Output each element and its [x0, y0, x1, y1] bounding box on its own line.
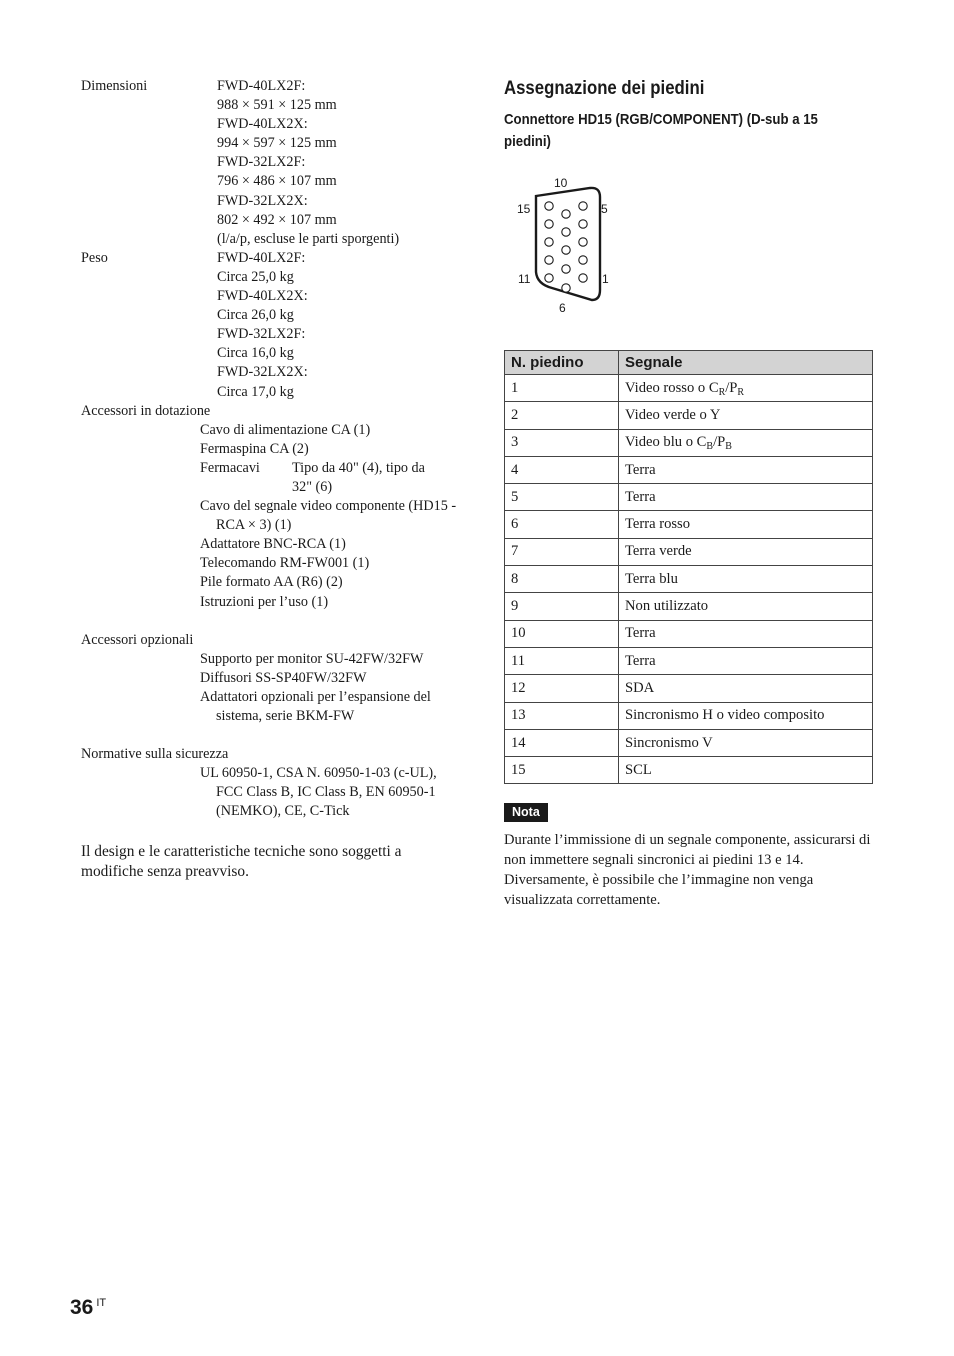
pin-label-10: 10	[554, 176, 568, 190]
pin-signal: Sincronismo H o video composito	[619, 702, 873, 729]
pin-number: 6	[505, 511, 619, 538]
accessory-item: Pile formato AA (R6) (2)	[200, 574, 343, 591]
pin-number: 15	[505, 757, 619, 784]
pin-label-5: 5	[601, 202, 608, 216]
spec-value: Circa 25,0 kg	[217, 268, 294, 285]
section-title: Assegnazione dei piedini	[504, 77, 705, 99]
fermacavi-value: Tipo da 40" (4), tipo da	[292, 459, 425, 476]
section-subtitle: Connettore HD15 (RGB/COMPONENT) (D-sub a 15 piedini)	[504, 111, 818, 150]
column-header-signal: Segnale	[619, 351, 873, 375]
pin-signal: Video verde o Y	[619, 402, 873, 429]
pin-signal: Sincronismo V	[619, 729, 873, 756]
spec-label: Accessori in dotazione	[81, 402, 211, 419]
pin-signal: Terra	[619, 620, 873, 647]
pin-signal: Video rosso o $C_R/P_R$	[619, 375, 873, 402]
page-footer	[70, 1296, 106, 1320]
spec-label: Dimensioni	[81, 78, 148, 94]
pin-number: 4	[505, 456, 619, 483]
pin-signal: Terra verde	[619, 538, 873, 565]
spec-value: FWD-32LX2F:	[217, 154, 306, 171]
pin-number: 9	[505, 593, 619, 620]
note-badge: Nota	[504, 803, 548, 822]
page-number: 36	[70, 1296, 94, 1319]
pin-signal: Video blu o $C_B/P_B$	[619, 429, 873, 456]
spec-value: FWD-32LX2X:	[217, 192, 308, 209]
hd15-connector-diagram	[512, 172, 622, 322]
table-row	[505, 375, 873, 402]
pin-label-6: 6	[559, 301, 566, 315]
accessory-item: Cavo del segnale video componente (HD15 - RCA × 3) (1)	[200, 498, 457, 534]
table-row	[505, 511, 873, 538]
spec-optional	[81, 631, 461, 726]
table-row	[505, 757, 873, 784]
accessory-item: Cavo di alimentazione CA (1)	[200, 421, 371, 438]
pin-number: 3	[505, 429, 619, 456]
pin-signal: Terra blu	[619, 566, 873, 593]
pin-number: 10	[505, 620, 619, 647]
pin-signal: Terra	[619, 456, 873, 483]
pin-assignment-table	[504, 350, 873, 784]
spec-dimensions	[81, 77, 461, 249]
pin-label-1: 1	[602, 272, 609, 286]
spec-value: FWD-40LX2F:	[217, 78, 306, 94]
pin-signal: SCL	[619, 757, 873, 784]
spec-value: Circa 16,0 kg	[217, 345, 294, 362]
spec-value: (l/a/p, escluse le parti sporgenti)	[217, 230, 400, 247]
pin-label-11: 11	[518, 272, 531, 286]
accessory-item: Telecomando RM-FW001 (1)	[200, 555, 370, 572]
spec-value: FWD-40LX2X:	[217, 116, 308, 133]
table-row	[505, 402, 873, 429]
spec-value: FWD-32LX2X:	[217, 364, 308, 381]
table-row	[505, 484, 873, 511]
pin-number: 5	[505, 484, 619, 511]
pin-label-15: 15	[517, 202, 531, 216]
spec-value: 994 × 597 × 125 mm	[217, 135, 337, 152]
spec-value: FWD-40LX2X:	[217, 288, 308, 305]
connector-pins	[545, 202, 587, 292]
optional-item: Adattatori opzionali per l’espansione del sistema, serie BKM-FW	[200, 688, 431, 724]
accessory-item: Adattatore BNC-RCA (1)	[200, 536, 346, 553]
accessory-item: Fermaspina CA (2)	[200, 440, 309, 457]
spec-value: FWD-32LX2F:	[217, 326, 306, 343]
spec-value: Circa 26,0 kg	[217, 307, 294, 324]
table-row	[505, 729, 873, 756]
pin-number: 8	[505, 566, 619, 593]
spec-label: Peso	[81, 249, 108, 266]
column-header-pin: N. piedino	[505, 351, 619, 375]
spec-label: Accessori opzionali	[81, 631, 194, 648]
spec-accessories	[81, 402, 461, 612]
pin-signal: SDA	[619, 675, 873, 702]
table-row	[505, 538, 873, 565]
safety-text: UL 60950-1, CSA N. 60950-1-03 (c-UL), FCC Class B, IC Class B, EN 60950-1 (NEMKO), CE, C-Tick	[200, 765, 437, 820]
spec-safety	[81, 745, 461, 821]
spec-label: Normative sulla sicurezza	[81, 746, 229, 763]
spec-value: FWD-40LX2F:	[217, 249, 306, 266]
spec-value: 802 × 492 × 107 mm	[217, 211, 337, 228]
spec-weight	[81, 249, 461, 402]
pin-number: 12	[505, 675, 619, 702]
pin-signal: Non utilizzato	[619, 593, 873, 620]
pin-signal: Terra rosso	[619, 511, 873, 538]
fermacavi-label: Fermacavi	[200, 459, 260, 476]
spec-value: 988 × 591 × 125 mm	[217, 97, 337, 114]
table-row	[505, 647, 873, 674]
pin-signal: Terra	[619, 484, 873, 511]
accessory-item-fermacavi	[200, 459, 461, 497]
table-row	[505, 620, 873, 647]
table-header	[505, 351, 873, 375]
language-code: IT	[96, 1297, 107, 1309]
table-row	[505, 429, 873, 456]
optional-item: Supporto per monitor SU-42FW/32FW	[200, 650, 424, 667]
pin-number: 13	[505, 702, 619, 729]
accessory-item: Istruzioni per l’uso (1)	[200, 593, 329, 610]
table-row	[505, 593, 873, 620]
optional-item: Diffusori SS-SP40FW/32FW	[200, 669, 367, 686]
disclaimer: Il design e le caratteristiche tecniche sono soggetti a modifiche senza preavviso.	[81, 843, 402, 880]
pin-signal: Terra	[619, 647, 873, 674]
pin-number: 1	[505, 375, 619, 402]
table-row	[505, 702, 873, 729]
table-row	[505, 456, 873, 483]
spec-value: 796 × 486 × 107 mm	[217, 173, 337, 190]
pin-number: 2	[505, 402, 619, 429]
fermacavi-value: 32" (6)	[292, 478, 333, 495]
table-row	[505, 566, 873, 593]
pin-number: 14	[505, 729, 619, 756]
pin-number: 7	[505, 538, 619, 565]
pin-number: 11	[505, 647, 619, 674]
specifications-column	[81, 77, 461, 821]
table-row	[505, 675, 873, 702]
note-text: Durante l’immissione di un segnale componente, assicurarsi di non immettere segnali sincronici ai piedini 13 e 14. Diversamente, è possibile che l’immagine non venga visualizzata correttamente.	[504, 832, 871, 908]
spec-value: Circa 17,0 kg	[217, 383, 294, 400]
